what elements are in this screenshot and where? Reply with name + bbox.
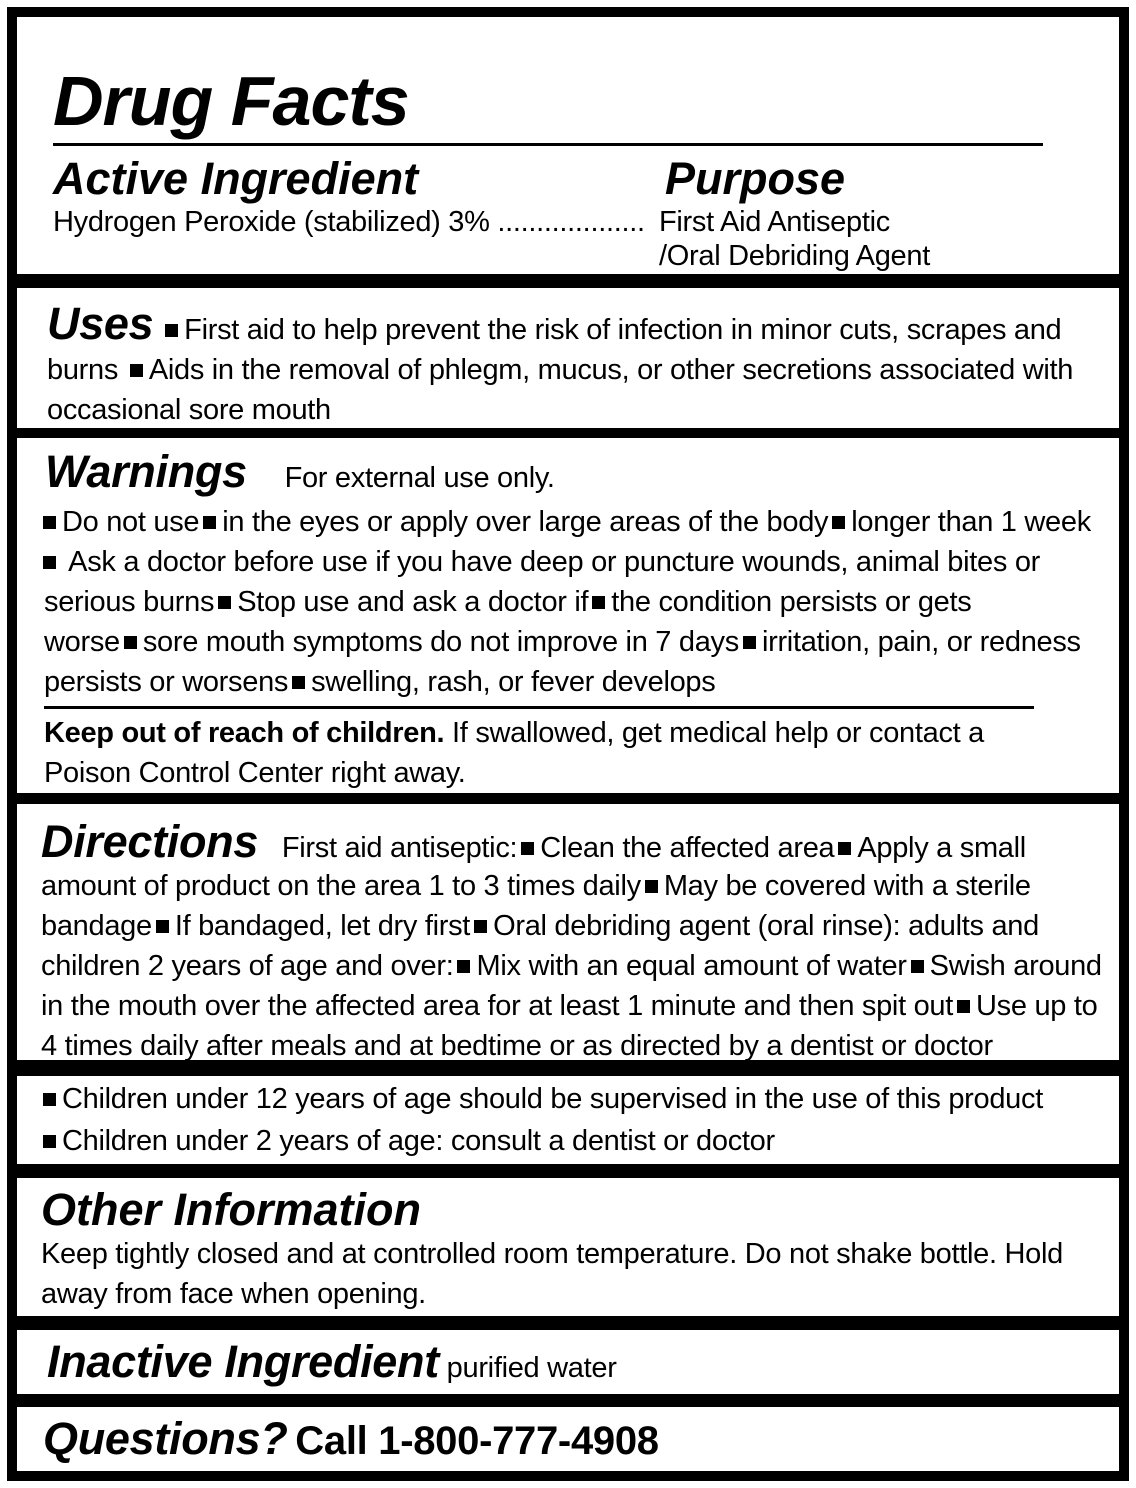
direction-text: First aid antiseptic: [281, 832, 518, 864]
uses-line-1 [47, 298, 1062, 350]
questions-panel [17, 1407, 1119, 1471]
bullet-icon [957, 1000, 970, 1013]
active-ingredient-panel [17, 17, 1119, 274]
warning-text: Ask a doctor before use if you have deep or puncture wounds, animal bites or [68, 546, 1041, 578]
inactive-ingredient-heading: Inactive Ingredient [47, 1336, 439, 1387]
children-text: Children under 12 years of age should be supervised in the use of this product [62, 1083, 1043, 1115]
directions-panel [17, 804, 1119, 1060]
inactive-ingredient-line [47, 1338, 617, 1392]
bullet-icon [457, 960, 470, 973]
purpose-line-2: /Oral Debriding Agent [659, 240, 930, 272]
directions-line-1 [41, 816, 1026, 868]
warnings-line-2 [39, 542, 1040, 582]
bullet-icon [124, 636, 137, 649]
warning-text: irritation, pain, or redness [761, 626, 1081, 658]
bullet-icon [743, 636, 756, 649]
directions-line-6: 4 times daily after meals and at bedtime or as directed by a dentist or doctor [41, 1030, 993, 1062]
bullet-icon [521, 842, 534, 855]
warnings-heading: Warnings [45, 446, 247, 497]
uses-panel [17, 288, 1119, 428]
other-information-line-2: away from face when opening. [41, 1278, 426, 1310]
active-ingredient-heading: Active Ingredient [53, 153, 419, 204]
bullet-icon [838, 842, 851, 855]
warnings-header [45, 446, 555, 498]
uses-heading: Uses [47, 298, 154, 349]
bullet-icon [592, 596, 605, 609]
warnings-line-5 [44, 662, 715, 702]
warning-text: sore mouth symptoms do not improve in 7 days [142, 626, 739, 658]
direction-text: If bandaged, let dry first [174, 910, 471, 942]
uses-line-2 [47, 350, 1073, 390]
bullet-icon [43, 556, 56, 569]
direction-text: Use up to [976, 990, 1098, 1022]
inactive-ingredient-panel [17, 1330, 1119, 1394]
warning-text: Stop use and ask a doctor if [237, 586, 589, 618]
warnings-rule [44, 706, 1034, 709]
direction-text: Clean the affected area [540, 832, 835, 864]
bullet-icon [165, 324, 178, 337]
active-ingredient-value: Hydrogen Peroxide (stabilized) 3% ................... [53, 206, 645, 238]
direction-text: amount of product on the area 1 to 3 times daily [41, 870, 641, 902]
warnings-intro: For external use only. [284, 462, 555, 494]
bullet-icon [474, 920, 487, 933]
page-title: Drug Facts [53, 62, 409, 140]
direction-text: Oral debriding agent (oral rinse): adults and [493, 910, 1039, 942]
bullet-icon [645, 880, 658, 893]
warning-text: longer than 1 week [851, 506, 1091, 538]
warning-text: Do not use [62, 506, 200, 538]
direction-text: in the mouth over the affected area for at least 1 minute and then spit out [41, 990, 954, 1022]
children-text: Children under 2 years of age: consult a dentist or doctor [62, 1125, 775, 1157]
bullet-icon [292, 676, 305, 689]
children-panel [17, 1076, 1119, 1164]
directions-line-5 [41, 986, 1097, 1026]
direction-text: children 2 years of age and over: [41, 950, 454, 982]
other-information-panel [17, 1178, 1119, 1316]
bullet-icon [156, 920, 169, 933]
directions-line-3 [41, 906, 1039, 946]
warnings-line-4 [44, 622, 1081, 662]
questions-heading: Questions? [43, 1413, 288, 1464]
bullet-icon [130, 364, 143, 377]
directions-line-4 [41, 946, 1102, 986]
warning-text: serious burns [44, 586, 215, 618]
bullet-icon [218, 596, 231, 609]
direction-text: bandage [41, 910, 152, 942]
warning-text: the condition persists or gets [611, 586, 972, 618]
direction-text: May be covered with a sterile [663, 870, 1031, 902]
warnings-panel [17, 438, 1119, 793]
bullet-icon [911, 960, 924, 973]
title-rule [53, 143, 1043, 146]
uses-item-1: First aid to help prevent the risk of infection in minor cuts, scrapes and [184, 314, 1062, 346]
keep-out-line-1 [44, 713, 984, 753]
purpose-heading: Purpose [665, 153, 846, 204]
directions-line-2 [41, 866, 1031, 906]
keep-out-line-2: Poison Control Center right away. [44, 757, 466, 789]
keep-out-heading: Keep out of reach of children. [44, 717, 445, 749]
keep-out-text: If swallowed, get medical help or contact a [452, 717, 984, 749]
bullet-icon [43, 1093, 56, 1106]
directions-heading: Directions [41, 816, 259, 867]
warning-text: swelling, rash, or fever develops [311, 666, 716, 698]
warning-text: in the eyes or apply over large areas of the body [222, 506, 829, 538]
children-line-2 [39, 1121, 775, 1161]
uses-item-2: Aids in the removal of phlegm, mucus, or other secretions associated with [148, 354, 1074, 386]
direction-text: Mix with an equal amount of water [476, 950, 907, 982]
uses-line-3: occasional sore mouth [47, 394, 331, 426]
warnings-line-3 [44, 582, 971, 622]
bullet-icon [43, 516, 56, 529]
children-line-1 [39, 1079, 1043, 1119]
questions-phone[interactable]: Call 1-800-777-4908 [295, 1419, 659, 1463]
warning-text: worse [44, 626, 120, 658]
bullet-icon [203, 516, 216, 529]
other-information-heading: Other Information [41, 1184, 421, 1235]
uses-text: burns [47, 354, 119, 386]
warnings-line-1 [39, 502, 1091, 542]
inactive-ingredient-value: purified water [446, 1352, 617, 1384]
drug-facts-label [7, 7, 1129, 1481]
bullet-icon [43, 1135, 56, 1148]
questions-line [43, 1415, 659, 1469]
purpose-line-1: First Aid Antiseptic [659, 206, 890, 238]
other-information-line-1: Keep tightly closed and at controlled room temperature. Do not shake bottle. Hold [41, 1238, 1063, 1270]
direction-text: Apply a small [857, 832, 1026, 864]
direction-text: Swish around [929, 950, 1102, 982]
warning-text: persists or worsens [44, 666, 289, 698]
bullet-icon [832, 516, 845, 529]
